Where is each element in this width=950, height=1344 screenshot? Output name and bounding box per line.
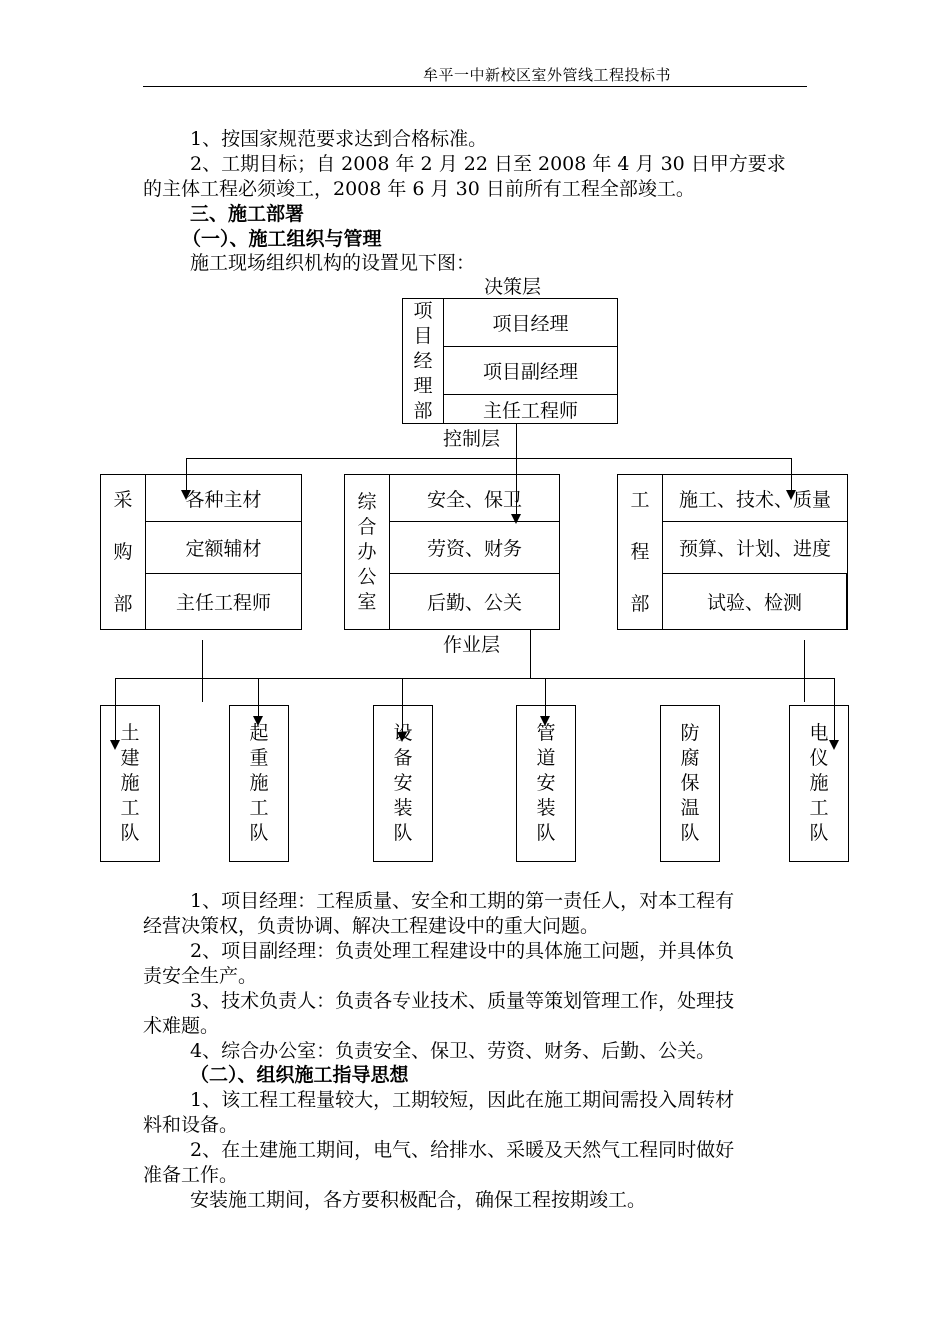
engineering-budget-plan-progress: 预算、计划、进度 [663,522,847,574]
layer-label-control: 控制层 [443,428,501,450]
engineering-side-label [618,475,663,629]
team-char: 安 [536,772,556,794]
purchase-department-box [100,474,302,630]
duty-deputy-line1: 2、项目副经理：负责处理工程建设中的具体施工问题，并具体负 [190,940,735,962]
connector-control-horizontal [186,458,792,459]
guidance-2-line1: 2、在土建施工期间，电气、给排水、采暖及天然气工程同时做好 [190,1139,735,1161]
team-char: 腐 [680,747,700,769]
connector-work-horizontal [115,678,834,679]
role-project-manager: 项目经理 [444,299,617,347]
side-char: 采 [113,489,133,511]
engineering-construction-tech-quality: 施工、技术、质量 [663,475,847,522]
duty-manager-line2: 经营决策权，负责协调、解决工程建设中的重大问题。 [143,915,600,937]
office-side-label [345,475,390,629]
side-char: 部 [413,399,433,422]
side-char: 部 [630,593,650,615]
subsection-heading-organization: （一）、施工组织与管理 [182,228,382,250]
team-char: 道 [536,747,556,769]
side-char: 工 [630,489,650,511]
side-char: 项 [413,299,433,322]
team-char: 温 [680,797,700,819]
team-char: 队 [393,822,413,844]
side-char: 合 [357,515,377,538]
office-logistics-pr: 后勤、公关 [426,592,522,614]
team-char: 安 [393,772,413,794]
team-char: 防 [680,722,700,744]
guidance-2-line2: 准备工作。 [143,1164,239,1186]
team-char: 队 [120,822,140,844]
paragraph-standard: 1、按国家规范要求达到合格标准。 [190,128,488,150]
team-electrical-instrument [789,705,849,862]
team-char: 重 [249,747,269,769]
project-management-side-label [403,299,444,423]
connector-purchase-down [202,640,203,702]
guidance-1-line2: 料和设备。 [143,1114,239,1136]
team-char: 电 [809,722,829,744]
layer-label-work: 作业层 [443,634,501,656]
team-char: 保 [680,772,700,794]
team-equipment-installation [373,705,433,862]
side-char: 办 [357,540,377,563]
paragraph-schedule-line1: 2、工期目标；自 2008 年 2 月 22 日至 2008 年 4 月 30 日甲方要求 [190,153,786,175]
side-char: 综 [357,490,377,513]
header-divider [143,86,807,87]
engineering-department-box [617,474,848,630]
team-hoisting-construction [229,705,289,862]
engineering-testing-inspection: 试验、检测 [663,574,847,629]
connector-office-down [530,630,531,678]
team-char: 队 [809,822,829,844]
side-char: 经 [413,349,433,372]
general-office-box [344,474,560,630]
team-pipeline-installation [516,705,576,862]
purchase-side-label [101,475,146,629]
team-char: 施 [120,772,140,794]
team-char: 装 [393,797,413,819]
team-char: 施 [249,772,269,794]
paragraph-chart-intro: 施工现场组织机构的设置见下图： [190,252,476,274]
team-char: 队 [249,822,269,844]
duty-office: 4、综合办公室：负责安全、保卫、劳资、财务、后勤、公关。 [190,1040,716,1062]
section-heading-deployment: 三、施工部署 [190,203,305,225]
team-char: 工 [809,797,829,819]
project-management-box [402,298,618,424]
layer-label-decision: 决策层 [484,276,542,298]
paragraph-schedule-line2: 的主体工程必须竣工，2008 年 6 月 30 日前所有工程全部竣工。 [143,178,695,200]
purchase-chief-engineer: 主任工程师 [175,592,271,614]
team-char: 土 [120,722,140,744]
duty-deputy-line2: 责安全生产。 [143,965,258,987]
office-safety-security: 安全、保卫 [390,475,559,522]
team-char: 工 [120,797,140,819]
guidance-1-line1: 1、该工程工程量较大，工期较短，因此在施工期间需投入周转材 [190,1089,735,1111]
team-char: 仪 [809,747,829,769]
team-char: 队 [536,822,556,844]
team-char: 设 [393,722,413,744]
team-char: 建 [120,747,140,769]
guidance-3: 安装施工期间，各方要积极配合，确保工程按期竣工。 [190,1189,647,1211]
team-anticorrosion-insulation [660,705,720,862]
side-char: 购 [113,541,133,563]
subsection-heading-guidance: （二）、组织施工指导思想 [190,1064,409,1086]
team-char: 工 [249,797,269,819]
side-char: 目 [413,324,433,347]
team-char: 管 [536,722,556,744]
purchase-main-materials: 各种主材 [146,475,301,522]
side-char: 程 [630,541,650,563]
side-char: 公 [357,565,377,588]
team-char: 装 [536,797,556,819]
role-deputy-manager: 项目副经理 [444,347,617,395]
duty-manager-line1: 1、项目经理：工程质量、安全和工期的第一责任人，对本工程有 [190,890,735,912]
team-char: 起 [249,722,269,744]
team-char: 施 [809,772,829,794]
team-civil-construction [100,705,160,862]
purchase-auxiliary-materials: 定额辅材 [146,522,301,574]
connector-engineering-down [804,640,805,702]
side-char: 室 [357,590,377,613]
role-chief-engineer: 主任工程师 [482,399,578,422]
team-char: 备 [393,747,413,769]
duty-technical-line1: 3、技术负责人：负责各专业技术、质量等策划管理工作，处理技 [190,990,735,1012]
side-char: 理 [413,374,433,397]
office-labor-finance: 劳资、财务 [390,522,559,574]
side-char: 部 [113,593,133,615]
document-header-title: 牟平一中新校区室外管线工程投标书 [423,66,672,84]
team-char: 队 [680,822,700,844]
duty-technical-line2: 术难题。 [143,1015,220,1037]
